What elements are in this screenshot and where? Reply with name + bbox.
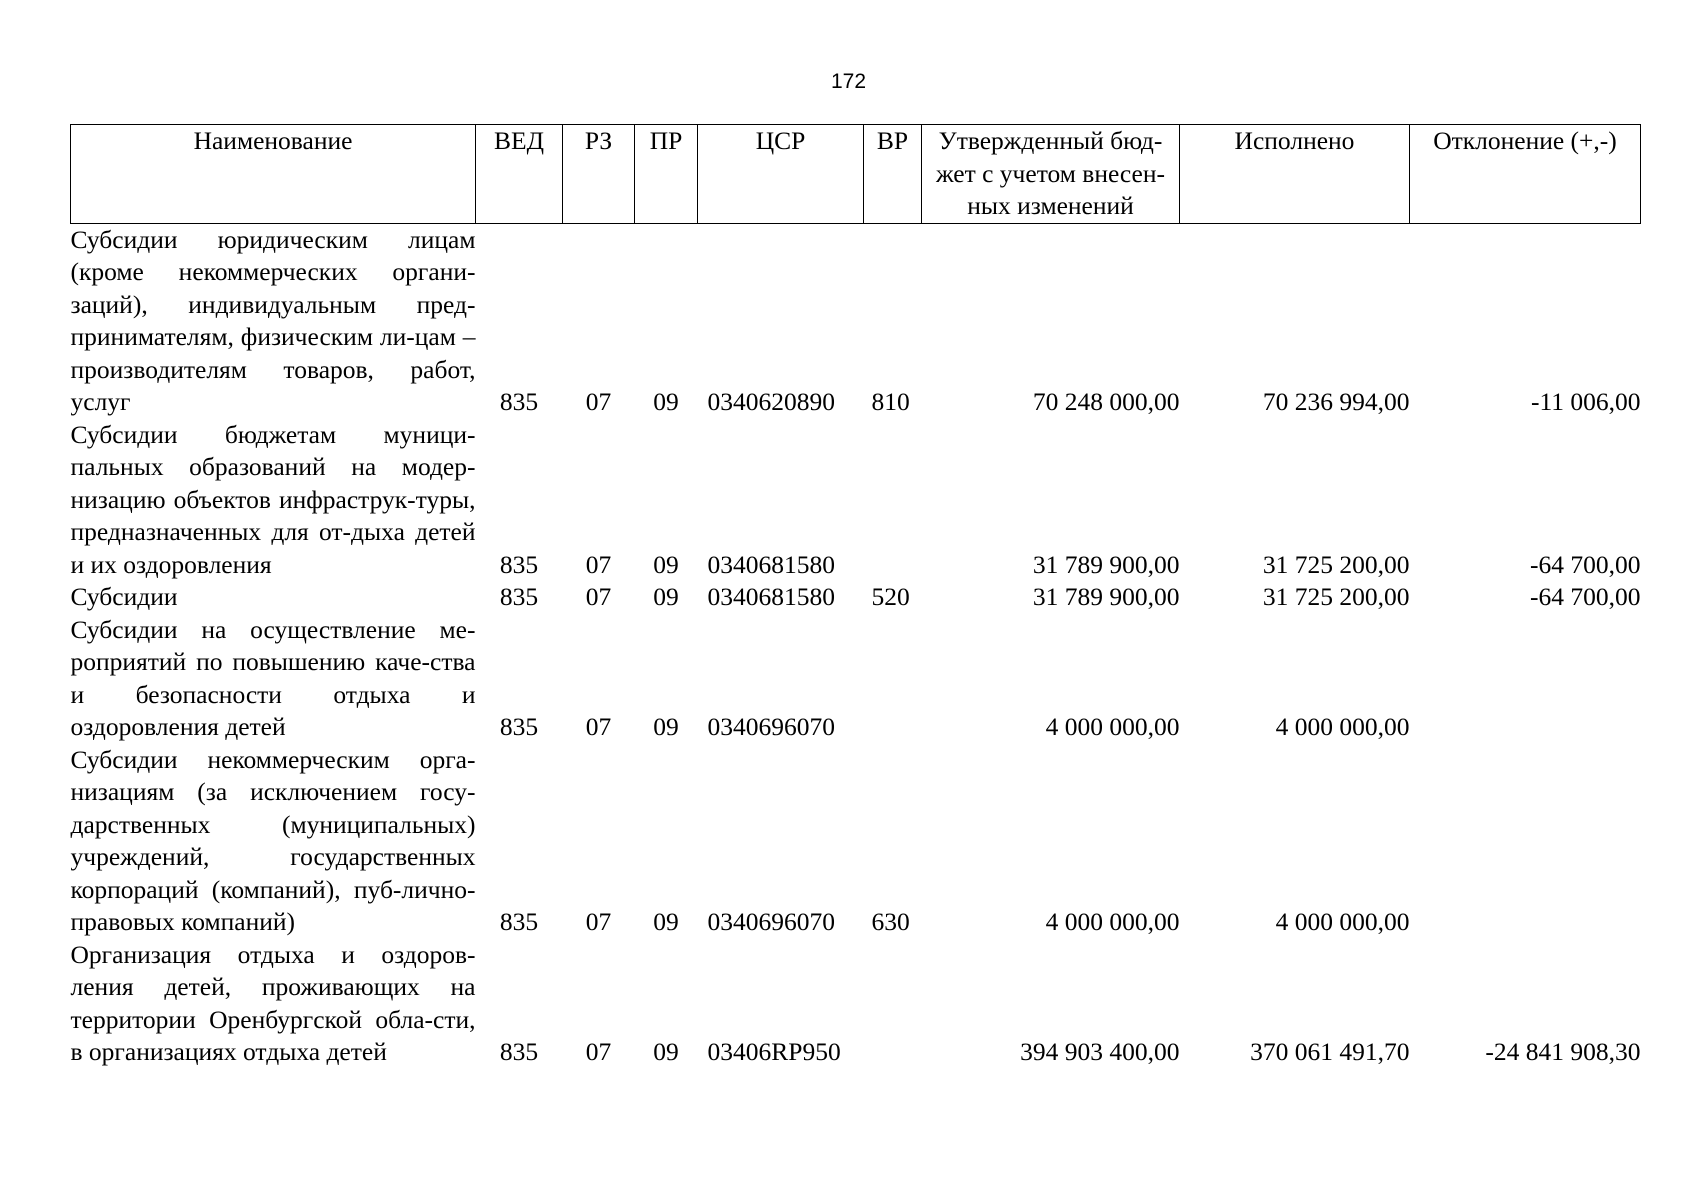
row-vr	[864, 419, 922, 582]
row-csr: 0340620890	[707, 387, 835, 416]
row-budget: 394 903 400,00	[1020, 1037, 1180, 1066]
row-rz: 07	[585, 387, 612, 416]
row-budget: 70 248 000,00	[1032, 387, 1180, 416]
row-deviation: -24 841 908,30	[1485, 1037, 1641, 1066]
row-ved: 835	[499, 582, 539, 611]
row-pr: 09	[653, 1037, 679, 1066]
row-pr: 09	[653, 582, 679, 611]
row-executed: 31 725 200,00	[1262, 582, 1410, 611]
table-row	[71, 419, 1641, 582]
row-rz: 07	[585, 907, 612, 936]
row-rz: 07	[585, 712, 612, 741]
row-name: Субсидии	[70, 582, 178, 611]
header-budget: Утвержденный бюд-жет с учетом внесен-ных изменений	[922, 125, 1180, 224]
row-executed: 4 000 000,00	[1275, 712, 1410, 741]
header-rz: РЗ	[563, 125, 635, 224]
row-executed: 31 725 200,00	[1262, 549, 1410, 579]
table-row	[71, 939, 1641, 1069]
header-ved: ВЕД	[476, 125, 563, 224]
row-deviation	[1410, 744, 1641, 939]
row-ved: 835	[499, 712, 539, 741]
header-csr: ЦСР	[698, 125, 864, 224]
row-vr	[864, 614, 922, 744]
row-name: Субсидии бюджетам муници-пальных образований на модер-низацию объектов инфраструк-туры, предназначенных для от-дыха детей и их оздоровления	[70, 419, 476, 579]
header-deviation: Отклонение (+,-)	[1410, 125, 1641, 224]
row-name: Субсидии некоммерческим орга-низациям (за исключением госу-дарственных (муниципальных) учреждений, государственных корпораций (компаний), пуб-лично-правовых компаний)	[70, 744, 476, 936]
row-csr: 03406RP950	[707, 1037, 841, 1066]
budget-table	[70, 124, 1641, 1069]
row-name: Организация отдыха и оздоров-ления детей, проживающих на территории Оренбургской обла-сти, в организациях отдыха детей	[70, 939, 476, 1066]
row-csr: 0340696070	[707, 907, 835, 936]
row-pr: 09	[653, 549, 679, 579]
row-vr: 520	[871, 582, 910, 611]
row-ved: 835	[499, 907, 539, 936]
row-deviation: -64 700,00	[1530, 582, 1641, 611]
row-deviation: -64 700,00	[1530, 549, 1641, 579]
table-row	[71, 581, 1641, 614]
table-header	[71, 125, 1641, 224]
row-rz: 07	[585, 549, 612, 579]
row-csr: 0340681580	[707, 549, 835, 579]
table-row	[71, 614, 1641, 744]
row-rz: 07	[585, 582, 612, 611]
header-name: Наименование	[71, 125, 476, 224]
row-deviation: -11 006,00	[1530, 387, 1641, 416]
row-name: Субсидии на осуществление ме-роприятий по повышению каче-ства и безопасности отдыха и оздоровления детей	[70, 614, 476, 741]
row-executed: 370 061 491,70	[1250, 1037, 1410, 1066]
row-deviation	[1410, 614, 1641, 744]
row-pr: 09	[653, 712, 679, 741]
row-pr: 09	[653, 387, 679, 416]
row-budget: 4 000 000,00	[1045, 907, 1180, 936]
row-ved: 835	[499, 1037, 539, 1066]
row-name: Субсидии юридическим лицам (кроме некоммерческих органи-заций), индивидуальным пред-принимателям, физическим ли-цам – производителям товаров, работ, услуг	[70, 224, 476, 416]
row-vr: 630	[871, 907, 910, 936]
row-csr: 0340696070	[707, 712, 835, 741]
row-budget: 31 789 900,00	[1032, 582, 1180, 611]
table-row	[71, 223, 1641, 419]
row-rz: 07	[585, 1037, 612, 1066]
row-vr	[864, 939, 922, 1069]
row-ved: 835	[499, 549, 539, 579]
header-pr: ПР	[635, 125, 698, 224]
row-executed: 70 236 994,00	[1262, 387, 1410, 416]
row-vr: 810	[871, 387, 910, 416]
row-executed: 4 000 000,00	[1275, 907, 1410, 936]
header-vr: ВР	[864, 125, 922, 224]
row-pr: 09	[653, 907, 679, 936]
header-executed: Исполнено	[1180, 125, 1410, 224]
row-budget: 31 789 900,00	[1032, 549, 1180, 579]
row-ved: 835	[499, 387, 539, 416]
page-number: 172	[830, 70, 867, 93]
row-csr: 0340681580	[707, 582, 835, 611]
table-row	[71, 744, 1641, 939]
table-body	[71, 223, 1641, 1069]
row-budget: 4 000 000,00	[1045, 712, 1180, 741]
